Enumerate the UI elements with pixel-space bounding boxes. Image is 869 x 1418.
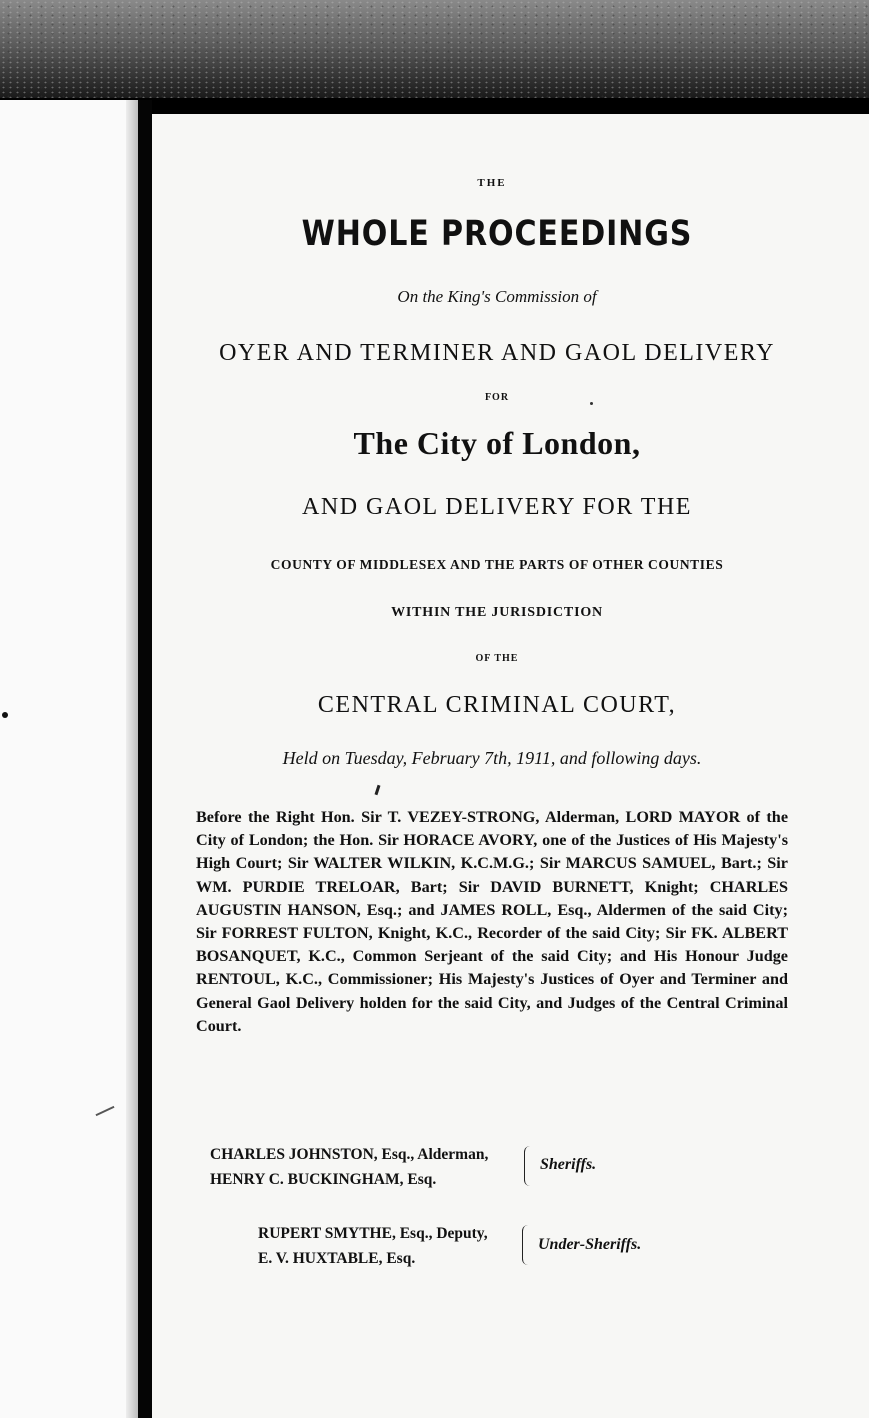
sheriffs-role: Sheriffs. [540, 1156, 597, 1173]
commission-line: On the King's Commission of [397, 287, 597, 306]
scan-noise [0, 0, 869, 98]
oyer-terminer-line: OYER AND TERMINER AND GAOL DELIVERY [219, 340, 775, 366]
county-line: COUNTY OF MIDDLESEX AND THE PARTS OF OTHER COUNTIES [270, 557, 724, 572]
justices-paragraph: Before the Right Hon. Sir T. VEZEY-STRONG, Alderman, LORD MAYOR of the City of London; the Hon. Sir HORACE AVORY, one of the Justices of His Majesty's High Court; Sir WALTER WILKIN, K.C.M.G.; Sir MARCUS SAMUEL, Bart.; Sir WM. PURDIE TRELOAR, Bart; Sir DAVID BURNETT, Knight; CHARLES AUGUSTIN HANSON, Esq.; and JAMES ROLL, Esq., Aldermen of the said City; Sir FORREST FULTON, Knight, K.C., Recorder of the said City; Sir FK. ALBERT BOSANQUET, K.C., Common Serjeant of the said City; and His Honour Judge RENTOUL, K.C., Commissioner; His Majesty's Justices of Oyer and Terminer and General Gaol Delivery holden for the said City, and Judges of the Central Criminal Court. [196, 808, 788, 1035]
book-spine-gutter [138, 100, 152, 1418]
city-of-london-blackletter: The City of London, [353, 425, 641, 461]
jurisdiction-line: WITHIN THE JURISDICTION [391, 605, 603, 620]
under-sheriff-name: RUPERT SMYTHE, Esq., Deputy, [258, 1225, 488, 1242]
heading-the: THE [477, 177, 507, 189]
main-title: WHOLE PROCEEDINGS [301, 214, 693, 254]
court-name: CENTRAL CRIMINAL COURT, [317, 692, 677, 718]
and-gaol-delivery-line: AND GAOL DELIVERY FOR THE [302, 494, 692, 520]
scanner-background-top [0, 0, 869, 98]
for-line: FOR [484, 392, 510, 403]
under-sheriffs-role: Under-Sheriffs. [538, 1236, 642, 1253]
under-sheriff-name: E. V. HUXTABLE, Esq. [258, 1250, 416, 1267]
sheriffs-brace [524, 1146, 533, 1186]
page-fold-shadow [126, 100, 138, 1418]
left-page-margin [0, 100, 138, 1418]
sheriff-name: HENRY C. BUCKINGHAM, Esq. [210, 1171, 437, 1188]
under-sheriffs-names [258, 1221, 488, 1271]
sheriff-name: CHARLES JOHNSTON, Esq., Alderman, [210, 1146, 489, 1163]
of-the-line: OF THE [475, 653, 519, 664]
session-date-line: Held on Tuesday, February 7th, 1911, and following days. [282, 748, 702, 768]
sheriffs-names [210, 1142, 488, 1192]
under-sheriffs-brace [522, 1225, 531, 1265]
margin-dot-mark [2, 712, 8, 718]
